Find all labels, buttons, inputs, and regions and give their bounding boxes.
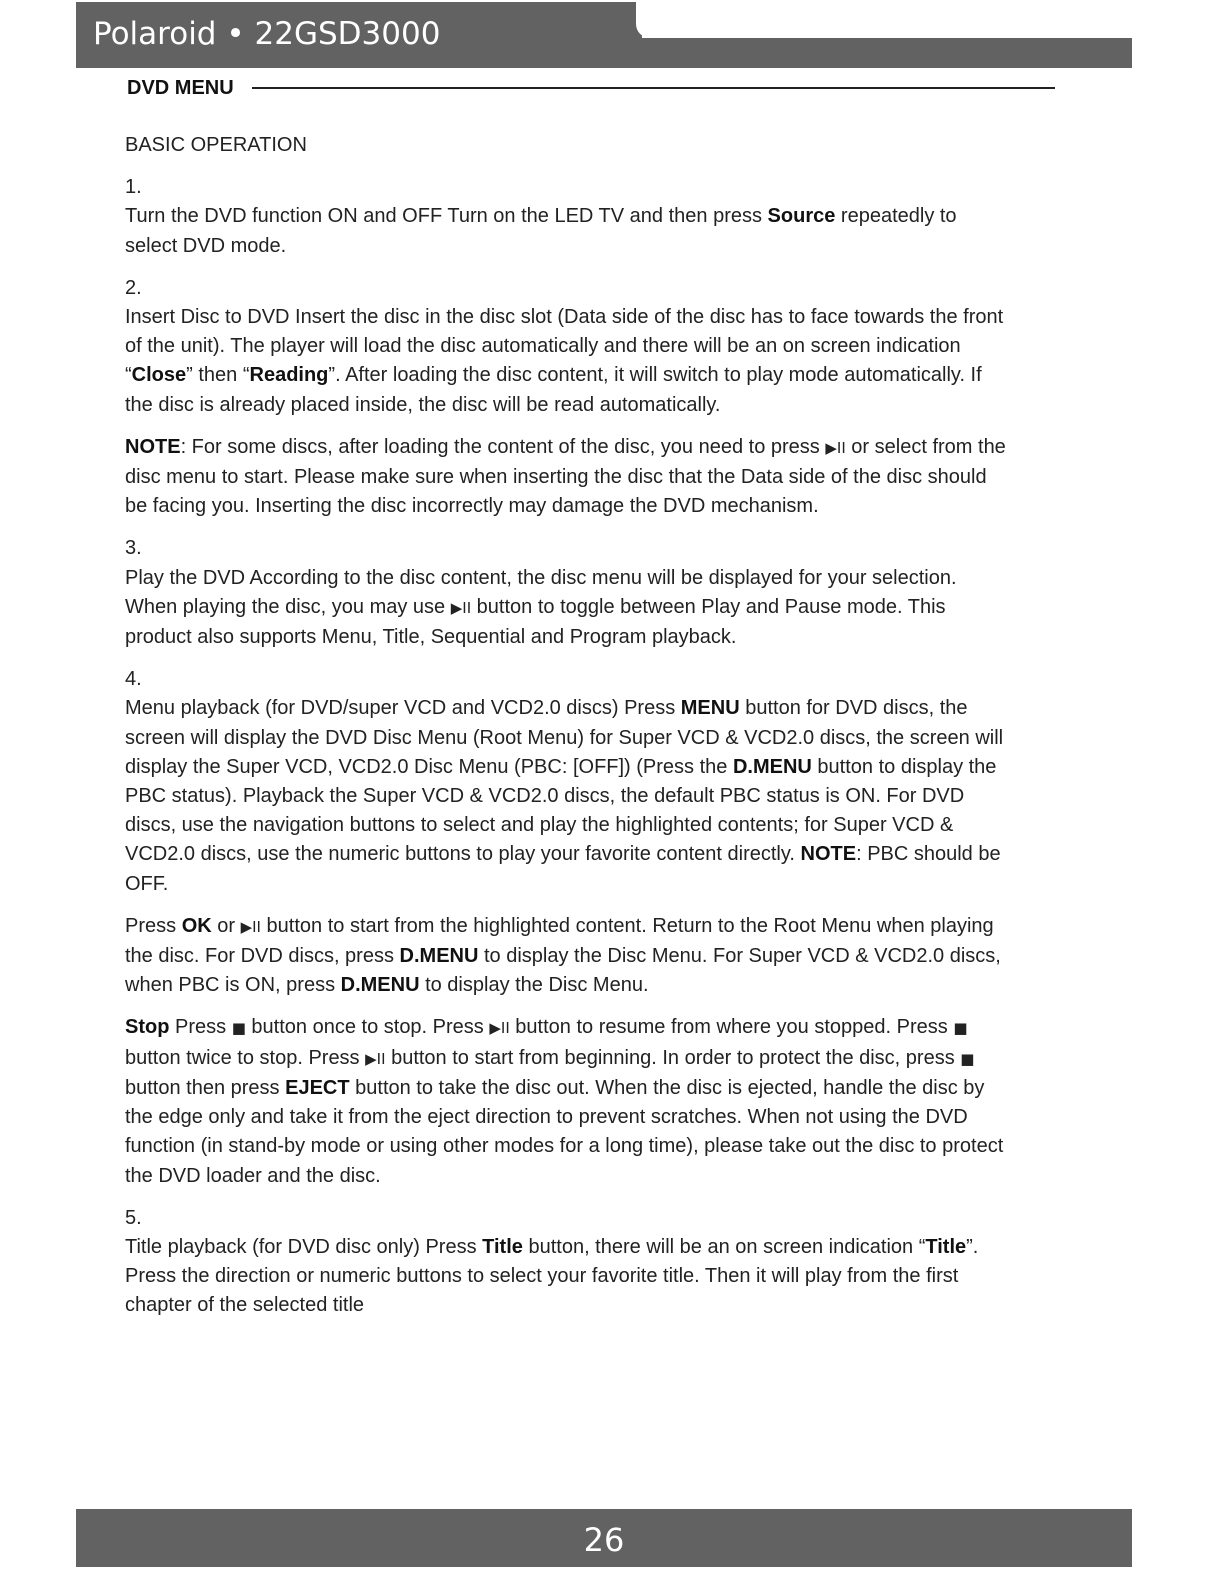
stop-icon: ■ xyxy=(953,1019,968,1038)
ok-keyword: OK xyxy=(181,914,212,937)
note-paragraph: NOTE: For some discs, after loading the content of the disc, you need to press ▶II or select from the disc menu to start. Please make sure when inserting the disc that the Data side of the disc should be facing you. Inserting the disc incorrectly may damage the DVD mechanism. xyxy=(125,435,1006,518)
item-number: 1. xyxy=(125,176,142,199)
brand-name: Polaroid xyxy=(93,16,217,52)
footer-bar xyxy=(76,1509,1132,1567)
note-label: NOTE xyxy=(125,435,181,458)
press-ok-paragraph: Press OK or ▶II button to start from the highlighted content. Return to the Root Menu when playing the disc. For DVD discs, press D.MENU to display the Disc Menu. For Super VCD & VCD2.0 discs, when PBC is ON, press D.MENU to display the Disc Menu. xyxy=(125,914,1001,997)
item-2-text: Insert Disc to DVD Insert the disc in the disc slot (Data side of the disc has to face towards the front of the unit). The player will load the disc automatically and there will be an on screen indication “Close” then “Reading”. After loading the disc content, it will switch to play mode automatically. If the disc is already placed inside, the disc will be read automatically. xyxy=(125,306,1004,416)
item-4-text: Menu playback (for DVD/super VCD and VCD2.0 discs) Press MENU button for DVD discs, the screen will display the DVD Disc Menu (Root Menu) for Super VCD & VCD2.0 discs, the screen will display the Super VCD, VCD2.0 Disc Menu (PBC: [OFF]) (Press the D.MENU button to display the PBC status). Playback the Super VCD & VCD2.0 discs, the default PBC status is ON. For DVD discs, use the navigation buttons to select and play the highlighted contents; for Super VCD & VCD2.0 discs, use the numeric buttons to play your favorite content directly. NOTE: PBC should be OFF. xyxy=(125,697,1004,895)
dmenu-keyword: D.MENU xyxy=(732,755,812,778)
eject-keyword: EJECT xyxy=(285,1076,350,1099)
close-keyword: Close xyxy=(131,364,187,387)
section-title: DVD MENU xyxy=(127,77,234,99)
item-number: 2. xyxy=(125,276,142,299)
header-curve xyxy=(636,2,666,38)
play-pause-icon: ▶II xyxy=(825,438,846,457)
stop-keyword: Stop xyxy=(125,1016,170,1039)
item-1-text: Turn the DVD function ON and OFF Turn on the LED TV and then press Source repeatedly to select DVD mode. xyxy=(125,205,957,257)
basic-operation-heading: BASIC OPERATION xyxy=(125,134,307,156)
reading-keyword: Reading xyxy=(249,364,329,387)
item-3-text: Play the DVD According to the disc content, the disc menu will be displayed for your selection. When playing the disc, you may use ▶II button to toggle between Play and Pause mode. This product also supports Menu, Title, Sequential and Program playback. xyxy=(125,566,957,649)
title-keyword: Title xyxy=(482,1235,523,1258)
play-pause-icon: ▶II xyxy=(365,1049,386,1068)
item-number: 4. xyxy=(125,668,142,691)
stop-icon: ■ xyxy=(960,1049,975,1068)
item-number: 3. xyxy=(125,537,142,560)
play-pause-icon: ▶II xyxy=(489,1019,510,1038)
stop-icon: ■ xyxy=(231,1019,246,1038)
note-label: NOTE xyxy=(800,843,857,866)
menu-keyword: MENU xyxy=(680,697,740,720)
dmenu-keyword: D.MENU xyxy=(340,974,420,997)
stop-paragraph: Stop Press ■ button once to stop. Press ▶II button to resume from where you stopped. Press ■ button twice to stop. Press ▶II button to start from beginning. In order to protect the disc, press ■ button then press EJECT button to take the disc out. When the disc is ejected, handle the disc by the edge only and take it from the eject direction to prevent scratches. When not using the DVD function (in stand-by mode or using other modes for a long time), please take out the disc to protect the DVD loader and the disc. xyxy=(125,1016,1004,1187)
item-number: 5. xyxy=(125,1206,142,1229)
dmenu-keyword: D.MENU xyxy=(399,945,479,968)
brand-separator: • xyxy=(226,16,245,52)
page-number: 26 xyxy=(583,1521,625,1559)
play-pause-icon: ▶II xyxy=(240,917,261,936)
section-rule xyxy=(252,87,1055,89)
source-keyword: Source xyxy=(767,205,836,228)
header-title xyxy=(93,12,440,56)
title-keyword: Title xyxy=(925,1235,967,1258)
page-content xyxy=(125,131,1010,1321)
model-number: 22GSD3000 xyxy=(254,16,441,52)
item-5-text: Title playback (for DVD disc only) Press Title button, there will be an on screen indication “Title”. Press the direction or numeric buttons to select your favorite title. Then it will play from the first chapter of the selected title xyxy=(125,1235,979,1317)
play-pause-icon: ▶II xyxy=(450,598,472,617)
